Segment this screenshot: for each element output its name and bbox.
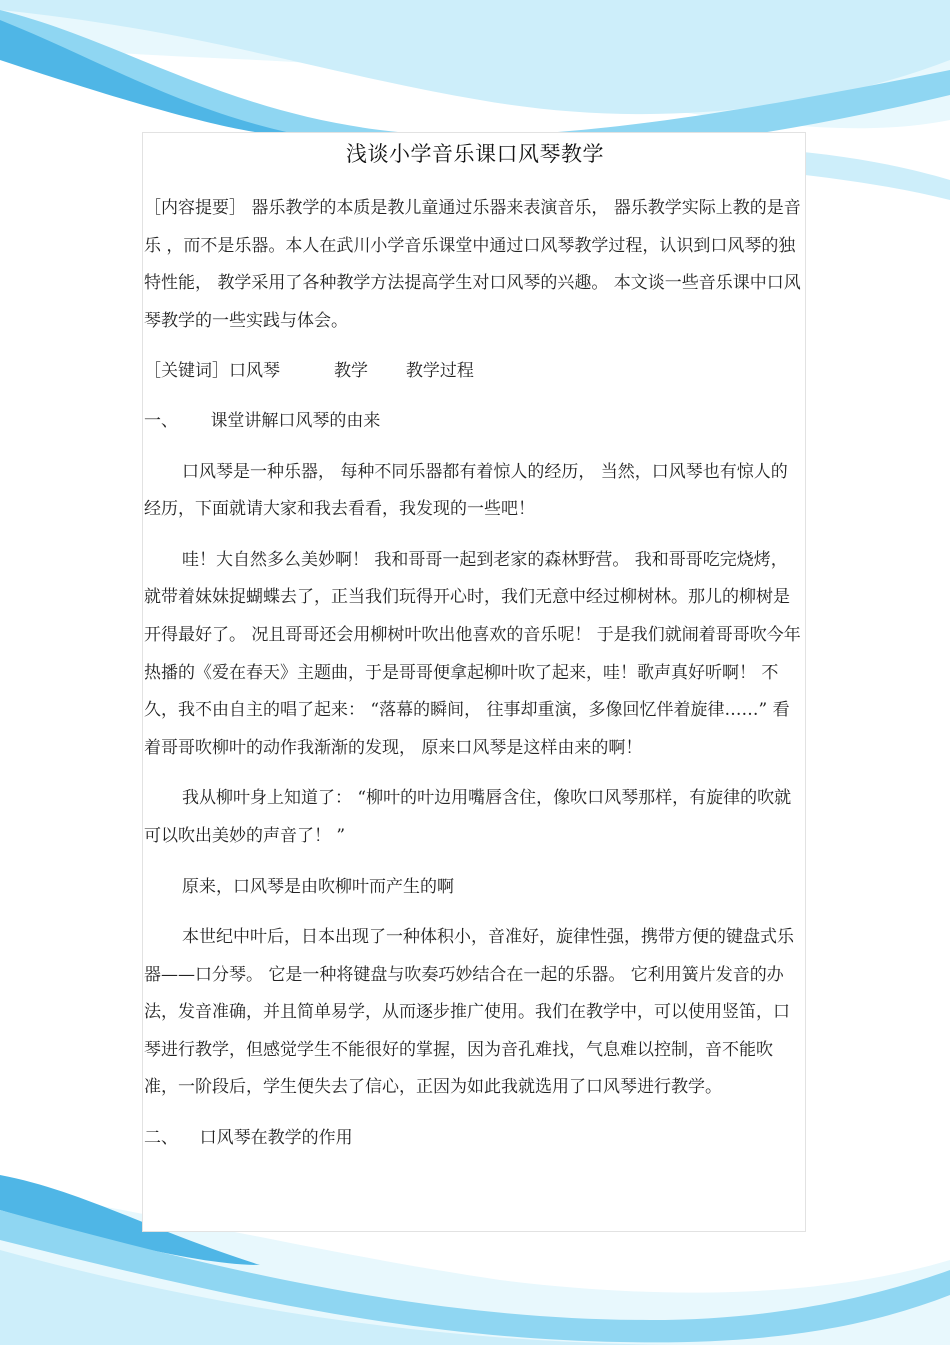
abstract-paragraph bbox=[144, 190, 804, 340]
keyword-item: 口风琴 bbox=[229, 361, 280, 382]
section-heading bbox=[144, 403, 804, 441]
body-paragraph: 本世纪中叶后，日本出现了一种体积小，音准好，旋律性强，携带方便的键盘式乐器——口分琴。 它是一种将键盘与吹奏巧妙结合在一起的乐器。 它利用簧片发音的办法，发音准确，并且简单易学，从而逐步推广使用。我们在教学中，可以使用竖笛，口琴进行教学，但感觉学生不能很好的掌握，因为音孔难找，气息难以控制，音不能吹准，一阶段后，学生便失去了信心，正因为如此我就选用了口风琴进行教学。 bbox=[144, 927, 794, 1098]
section-heading-text: 课堂讲解口风琴的由来 bbox=[210, 410, 381, 431]
section-heading bbox=[144, 1120, 804, 1158]
section-number: 一、 bbox=[144, 410, 178, 431]
keyword-item: 教学过程 bbox=[405, 361, 474, 382]
document-body bbox=[144, 190, 804, 1171]
body-paragraph: 哇！大自然多么美妙啊！ 我和哥哥一起到老家的森林野营。 我和哥哥吃完烧烤，就带着妹妹捉蝴蝶去了，正当我们玩得开心时，我们无意中经过柳树林。那儿的柳树是开得最好了。 况且哥哥还会用柳树叶吹出他喜欢的音乐呢！ 于是我们就闹着哥哥吹今年热播的《爱在春天》主题曲，于是哥哥便拿起柳叶吹了起来，哇！歌声真好听啊！ 不久，我不由自主的唱了起来： “落幕的瞬间， 往事却重演，多像回忆伴着旋律……” 看着哥哥吹柳叶的动作我渐渐的发现， 原来口风琴是这样由来的啊！ bbox=[144, 549, 801, 758]
abstract-text: 器乐教学的本质是教儿童通过乐器来表演音乐， 器乐教学实际上教的是音乐 ，而不是乐器。本人在武川小学音乐课堂中通过口风琴教学过程，认识到口风琴的独特性能， 教学采用了各种教学方法提高学生对口风琴的兴趣。 本文谈一些音乐课中口风琴教学的一些实践与体会。 bbox=[144, 198, 801, 331]
body-paragraph: 我从柳叶身上知道了： “柳叶的叶边用嘴唇含住，像吹口风琴那样，有旋律的吹就可以吹出美妙的声音了！ ” bbox=[144, 788, 792, 846]
keywords-row bbox=[144, 353, 804, 391]
page-title: 浅谈小学音乐课口风琴教学 bbox=[346, 142, 604, 166]
body-paragraph: 口风琴是一种乐器， 每种不同乐器都有着惊人的经历， 当然，口风琴也有惊人的经历，下面就请大家和我去看看，我发现的一些吧！ bbox=[144, 461, 788, 520]
keywords-label: ［关键词］ bbox=[144, 361, 229, 382]
section-number: 二、 bbox=[144, 1128, 178, 1149]
abstract-label: ［内容提要］ bbox=[144, 198, 246, 218]
keyword-item: 教学 bbox=[334, 361, 369, 382]
section-heading-text: 口风琴在教学的作用 bbox=[199, 1128, 353, 1149]
body-paragraph: 原来，口风琴是由吹柳叶而产生的啊 bbox=[182, 876, 454, 897]
